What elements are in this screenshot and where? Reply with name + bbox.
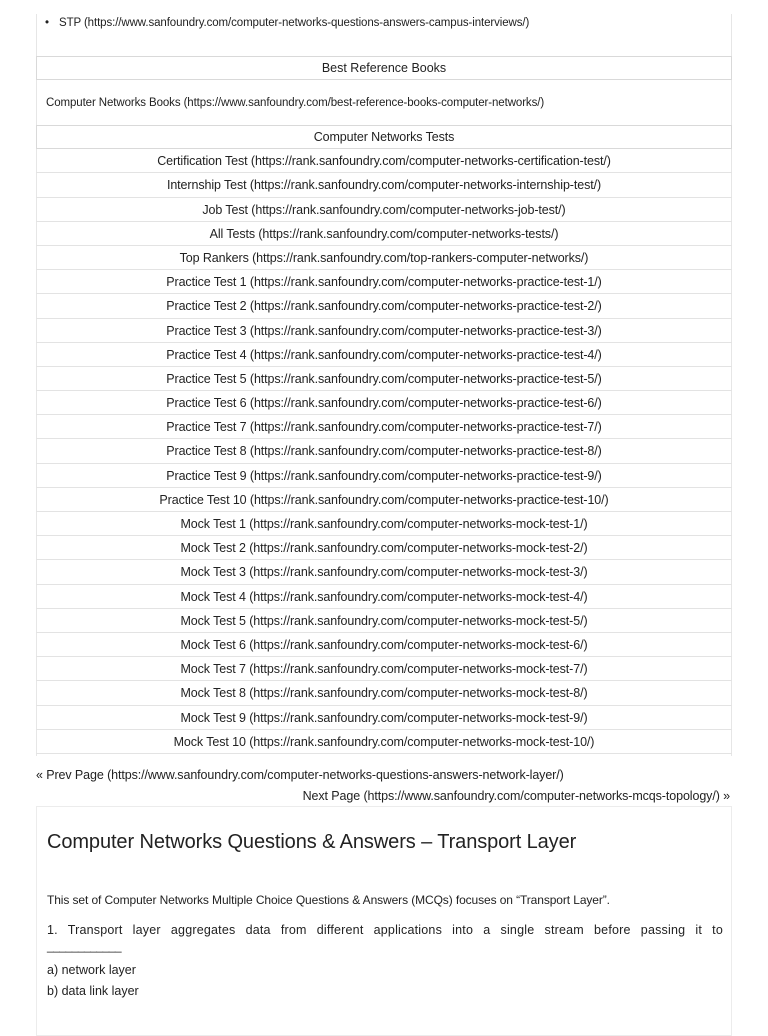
test-link-row[interactable]: Practice Test 7 (https://rank.sanfoundry.com/computer-networks-practice-test-7/) (36, 415, 732, 439)
test-link-row[interactable]: Mock Test 9 (https://rank.sanfoundry.com/computer-networks-mock-test-9/) (36, 706, 732, 730)
question-blank: ____________ (47, 939, 122, 953)
test-link-row[interactable]: Mock Test 5 (https://rank.sanfoundry.com/computer-networks-mock-test-5/) (36, 609, 732, 633)
best-books-heading: Best Reference Books (36, 56, 732, 80)
test-link-row[interactable]: Practice Test 9 (https://rank.sanfoundry.com/computer-networks-practice-test-9/) (36, 464, 732, 488)
test-link-row[interactable]: Mock Test 1 (https://rank.sanfoundry.com/computer-networks-mock-test-1/) (36, 512, 732, 536)
test-link-row[interactable]: Mock Test 10 (https://rank.sanfoundry.com/computer-networks-mock-test-10/) (36, 730, 732, 754)
option-b: b) data link layer (47, 984, 139, 998)
test-link-row[interactable]: Mock Test 4 (https://rank.sanfoundry.com/computer-networks-mock-test-4/) (36, 585, 732, 609)
test-link-row[interactable]: Practice Test 1 (https://rank.sanfoundry.com/computer-networks-practice-test-1/) (36, 270, 732, 294)
list-item[interactable] (45, 17, 529, 29)
option-a: a) network layer (47, 963, 136, 977)
prev-page-link[interactable]: « Prev Page (https://www.sanfoundry.com/computer-networks-questions-answers-network-layer/) (36, 768, 564, 782)
test-link-row[interactable]: Mock Test 7 (https://rank.sanfoundry.com/computer-networks-mock-test-7/) (36, 657, 732, 681)
test-link-row[interactable]: Practice Test 2 (https://rank.sanfoundry.com/computer-networks-practice-test-2/) (36, 294, 732, 318)
tests-table (36, 125, 732, 754)
test-link-row[interactable]: Top Rankers (https://rank.sanfoundry.com/top-rankers-computer-networks/) (36, 246, 732, 270)
test-link-row[interactable]: Certification Test (https://rank.sanfoundry.com/computer-networks-certification-test/) (36, 149, 732, 173)
test-link-row[interactable]: Mock Test 6 (https://rank.sanfoundry.com/computer-networks-mock-test-6/) (36, 633, 732, 657)
tests-heading: Computer Networks Tests (36, 125, 732, 149)
test-link-row[interactable]: Practice Test 6 (https://rank.sanfoundry.com/computer-networks-practice-test-6/) (36, 391, 732, 415)
next-page-link[interactable]: Next Page (https://www.sanfoundry.com/computer-networks-mcqs-topology/) » (302, 789, 730, 803)
question-text: 1. Transport layer aggregates data from different applications into a single stream before passing it to (47, 923, 723, 937)
test-link-row[interactable]: Practice Test 4 (https://rank.sanfoundry.com/computer-networks-practice-test-4/) (36, 343, 732, 367)
test-link-row[interactable]: Job Test (https://rank.sanfoundry.com/computer-networks-job-test/) (36, 198, 732, 222)
test-link-row[interactable]: Practice Test 10 (https://rank.sanfoundry.com/computer-networks-practice-test-10/) (36, 488, 732, 512)
article (36, 806, 732, 1036)
bullet-icon: • (45, 17, 49, 29)
test-link-row[interactable]: Practice Test 8 (https://rank.sanfoundry.com/computer-networks-practice-test-8/) (36, 439, 732, 463)
test-link-row[interactable]: Practice Test 5 (https://rank.sanfoundry.com/computer-networks-practice-test-5/) (36, 367, 732, 391)
test-link-row[interactable]: All Tests (https://rank.sanfoundry.com/computer-networks-tests/) (36, 222, 732, 246)
books-link[interactable]: Computer Networks Books (https://www.sanfoundry.com/best-reference-books-computer-networks/) (46, 97, 545, 109)
article-intro: This set of Computer Networks Multiple Choice Questions & Answers (MCQs) focuses on “Transport Layer”. (47, 893, 610, 907)
test-link-row[interactable]: Mock Test 8 (https://rank.sanfoundry.com/computer-networks-mock-test-8/) (36, 681, 732, 705)
test-link-row[interactable]: Mock Test 3 (https://rank.sanfoundry.com/computer-networks-mock-test-3/) (36, 560, 732, 584)
page-title: Computer Networks Questions & Answers – Transport Layer (47, 831, 577, 853)
test-link-row[interactable]: Internship Test (https://rank.sanfoundry.com/computer-networks-internship-test/) (36, 173, 732, 197)
stp-link[interactable]: STP (https://www.sanfoundry.com/computer-networks-questions-answers-campus-interviews/) (59, 17, 530, 29)
test-link-row[interactable]: Practice Test 3 (https://rank.sanfoundry.com/computer-networks-practice-test-3/) (36, 319, 732, 343)
test-link-row[interactable]: Mock Test 2 (https://rank.sanfoundry.com/computer-networks-mock-test-2/) (36, 536, 732, 560)
